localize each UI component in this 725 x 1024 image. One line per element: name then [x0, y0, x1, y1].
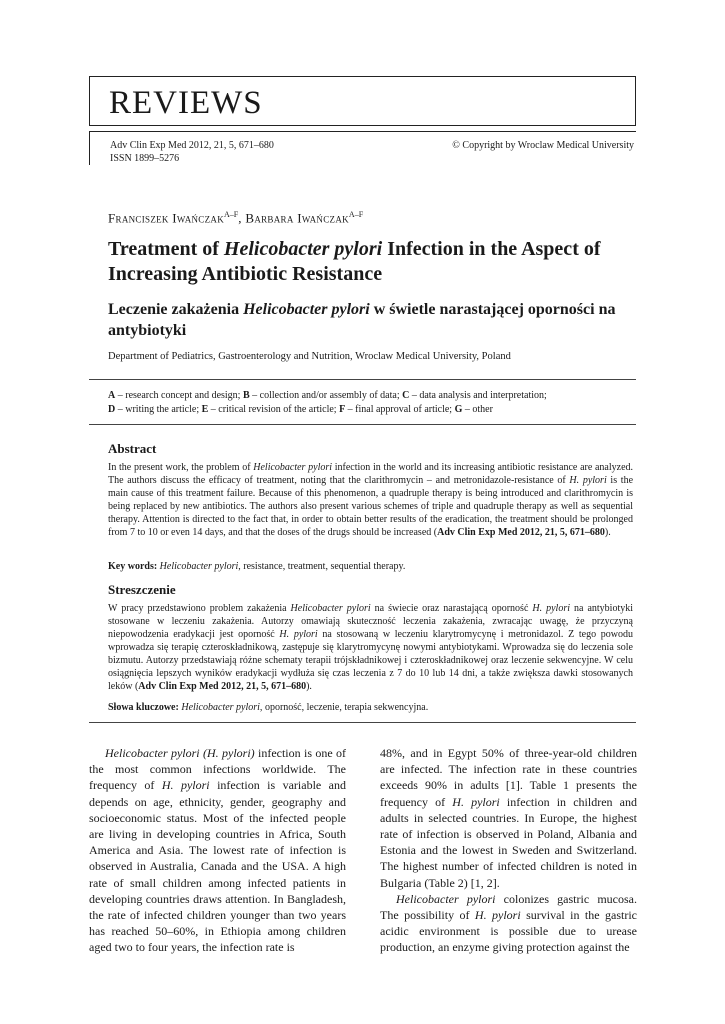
streszczenie-italic: Helicobacter pylori — [290, 603, 371, 614]
section-title: REVIEWS — [109, 85, 263, 121]
author-2-contribution: A–F — [348, 210, 364, 219]
contribution-text: – collection and/or assembly of data; — [249, 390, 403, 401]
streszczenie-italic: H. pylori — [279, 629, 318, 640]
contribution-key: D — [108, 403, 116, 415]
streszczenie-text — [108, 602, 633, 693]
abstract-text — [108, 461, 633, 539]
slowa-kluczowe-italic: Helicobacter pylori, — [181, 702, 263, 713]
contribution-key: B — [242, 390, 250, 401]
affiliation: Department of Pediatrics, Gastroenterology and Nutrition, Wroclaw Medical University, Poland — [108, 351, 511, 362]
title-english — [108, 237, 628, 287]
meta-divider-vertical — [89, 131, 90, 165]
abstract-span: In the present work, the problem of — [108, 462, 254, 473]
slowa-kluczowe-text: oporność, leczenie, terapia sekwencyjna. — [262, 702, 429, 713]
abstract-citation: Adv Clin Exp Med 2012, 21, 5, 671–680 — [437, 527, 605, 538]
title-en-part: Treatment of — [108, 238, 224, 260]
author-1-contribution: A–F — [224, 210, 239, 219]
streszczenie-citation: Adv Clin Exp Med 2012, 21, 5, 671–680 — [138, 681, 307, 692]
title-en-species: Helicobacter pylori — [223, 238, 383, 260]
section-banner — [89, 76, 636, 126]
abstract-span: ). — [604, 527, 611, 538]
keywords-text: , resistance, treatment, sequential therapy. — [238, 561, 406, 572]
body-span: 48%, and in Egypt 50% of three-year-old children are infected. The infection rate in these countries exceeds 90% in adults [1]. Table 1 presents the frequency of — [380, 746, 637, 809]
body-column-right — [380, 745, 637, 956]
body-italic: H. pylori — [452, 794, 500, 809]
abstract-italic: Helicobacter pylori — [253, 462, 333, 473]
meta-divider — [89, 131, 636, 132]
body-span: colonizes gastric mucosa. The possibility of — [380, 891, 637, 923]
title-pl-part: w świetle narastającej oporności na antybiotyki — [108, 301, 616, 339]
slowa-kluczowe-label: Słowa kluczowe: — [108, 702, 179, 713]
streszczenie-span: na stosowaną w leczeniu klarytromycynę i metronidazol. Z tego powodu wprowadza się terapię czteroskładnikową, zastępuje się klarytromycynę nowymi antybiotykami. Wprowadza się do leczenia sole bizmutu. Autorzy przedstawiają różne schematy terapii trójskładnikowej i czteroskładnikowej oraz leczenie sekwencyjne. W celu osiągnięcia lepszych wyników eradykacji wydłuża się czas leczenia z 7 do 10 lub 14 dni, a także zwiększa dawki stosowanych leków ( — [108, 629, 633, 692]
streszczenie-span: na świecie oraz narastającą oporność — [370, 603, 533, 614]
issn: ISSN 1899–5276 — [110, 153, 180, 164]
contribution-text: – writing the article; — [115, 403, 202, 415]
streszczenie-heading: Streszczenie — [108, 582, 176, 597]
title-polish — [108, 299, 628, 341]
author-separator: , — [238, 210, 246, 226]
contribution-text: – research concept and design; — [115, 390, 243, 401]
body-italic: Helicobacter pylori — [396, 891, 496, 906]
title-en-part: Infection in the Aspect of Increasing Antibiotic Resistance — [108, 238, 601, 285]
streszczenie-span: W pracy przedstawiono problem zakażenia — [108, 603, 291, 614]
abstract-span: is the main cause of this treatment failure. Because of this phenomenon, a quadruple therapy is being introduced and clarithromycin is being replaced by new antibiotics. The authors also present various schemes of triple and quadruple therapy as well as sequential therapy. Attention is directed to the fact that, in order to obtain better results of the eradication, the treatment should be prolonged from 7 to 10 or even 14 days, and that the doses of the drugs should be increased ( — [108, 475, 634, 538]
body-span: infection in children and adults in selected countries. In Europe, the highest rate of infection is observed in Poland, Albania and Estonia and the lowest in Sweden and Switzerland. The highest number of infected children is noted in Bulgaria (Table 2) [1, 2]. — [380, 794, 637, 890]
body-italic: H. pylori — [474, 908, 521, 923]
divider — [89, 379, 636, 380]
abstract-span: infection in the world and its increasing antibiotic resistance are analyzed. The authors discuss the efficacy of treatment, noting that the clarithromycin – and metronidazole-resistance of — [108, 462, 634, 486]
contribution-key: G — [454, 403, 463, 415]
body-italic: Helicobacter pylori (H. pylori) — [105, 746, 255, 760]
divider — [89, 722, 636, 723]
body-span: infection is variable and depends on age, ethnicity, gender, geography and socioeconomic status. Most of the infected people are living in developing countries in Africa, South America and Asia. The lowest rate of infection is observed in Australia, Canada and the USA. A high rate of small children among infected patients in developing countries draws attention. In Bangladesh, the rate of infected children younger than two years has reached 50–60%, in Ethiopia among children aged two to four years, the infection rate is — [89, 778, 346, 955]
title-pl-species: Helicobacter pylori — [243, 301, 370, 318]
keywords — [108, 561, 405, 572]
contribution-key: F — [339, 403, 346, 415]
streszczenie-italic: H. pylori — [532, 603, 571, 614]
contribution-text: – final approval of article; — [345, 403, 455, 415]
streszczenie-span: na antybiotyki stosowane w leczeniu zakażenia. Autorzy omawiają skuteczność leczenia zakażenia, zwracając uwagę, że przyczyną niepowodzenia eradykacji jest oporność — [108, 603, 634, 640]
journal-meta — [110, 139, 274, 165]
streszczenie-span: ). — [306, 681, 312, 692]
body-paragraph — [380, 745, 637, 891]
author-1: Franciszek Iwańczak — [108, 210, 225, 226]
author-contributions — [108, 389, 628, 416]
contribution-text: – critical revision of the article; — [208, 403, 340, 415]
contribution-key: A — [108, 390, 116, 401]
body-paragraph — [89, 745, 346, 956]
contributions-line-1 — [108, 389, 628, 403]
abstract-italic: H. pylori — [569, 475, 607, 486]
body-column-left — [89, 745, 346, 956]
author-2: Barbara Iwańczak — [245, 210, 349, 226]
body-paragraph — [380, 891, 637, 956]
body-italic: H. pylori — [161, 778, 210, 793]
slowa-kluczowe — [108, 702, 428, 713]
journal-citation: Adv Clin Exp Med 2012, 21, 5, 671–680 — [110, 140, 274, 151]
keywords-label: Key words: — [108, 561, 158, 572]
divider — [89, 424, 636, 425]
contribution-text: – data analysis and interpretation; — [409, 390, 547, 401]
contribution-key: E — [201, 403, 209, 415]
body-span: survival in the gastric acidic environment is possible due to urease production, an enzyme giving protection against the — [380, 908, 637, 955]
copyright: © Copyright by Wroclaw Medical University — [452, 140, 634, 151]
title-pl-part: Leczenie zakażenia — [108, 301, 244, 318]
contribution-text: – other — [462, 403, 493, 415]
authors — [108, 210, 363, 226]
body-span: infection is one of the most common infections worldwide. The frequency of — [89, 746, 346, 793]
keywords-italic: Helicobacter pylori — [159, 561, 239, 572]
contributions-line-2 — [108, 403, 628, 417]
abstract-heading: Abstract — [108, 441, 157, 456]
contribution-key: C — [402, 390, 410, 401]
